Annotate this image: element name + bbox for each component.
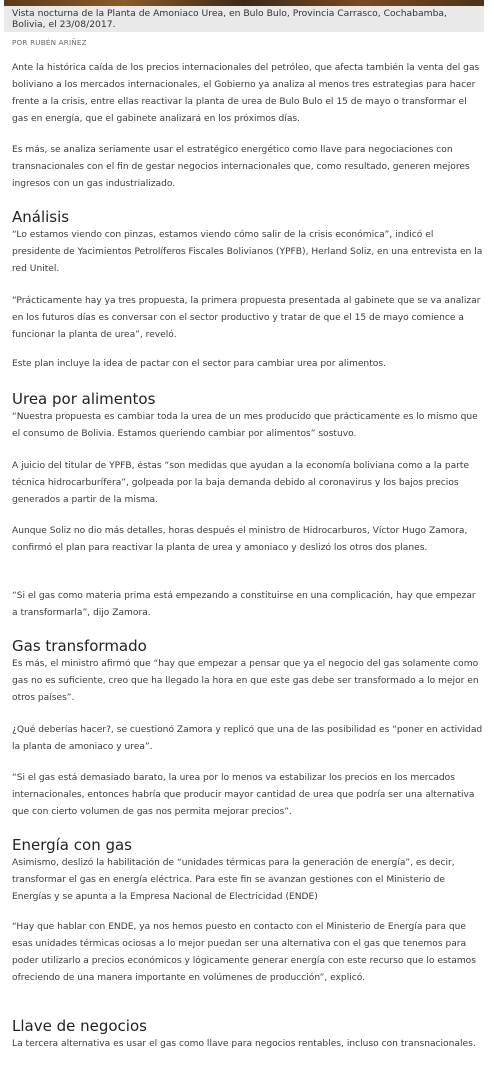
paragraph-gas-1: Es más, el ministro afirmó que “hay que empezar a pensar que ya el negocio del gas solamente como gas no es suficiente, creo que ha llegado la hora en que este gas debe ser transformado a lo mejor en otros países”.: [12, 659, 479, 703]
heading-analisis: Análisis: [12, 208, 70, 226]
paragraph-energia-2: “Hay que hablar con ENDE, ya nos hemos puesto en contacto con el Ministerio de Energía para que esas unidades térmicas ociosas a lo mejor puedan ser una alternativa con el gas que tenemos para poder utilizarlo a precios económicos y lógicamente generar energía con este recurso que lo estamos ofreciendo de una manera importante en volúmenes de producción”, explicó.: [12, 922, 476, 983]
heading-energia-con-gas: Energía con gas: [12, 836, 132, 854]
paragraph-urea-4: “Si el gas como materia prima está empezando a constituirse en una complicación, hay que empezar a transformarla”, dijo Zamora.: [12, 591, 476, 618]
heading-urea-por-alimentos: Urea por alimentos: [12, 390, 156, 408]
paragraph-urea-1: “Nuestra propuesta es cambiar toda la urea de un mes producido que prácticamente es lo mismo que el consumo de Bolivia. Estamos queriendo cambiar por alimentos” sostuvo.: [12, 412, 478, 439]
paragraph-urea-2: A juicio del titular de YPFB, éstas “son medidas que ayudan a la economía boliviana como a la parte técnica hidrocarburífera”, golpeada por la baja demanda debido al coronavirus y los bajos precios generados a partir de la misma.: [12, 461, 470, 505]
paragraph-gas-2: ¿Qué deberías hacer?, se cuestionó Zamora y replicó que una de las posibilidad es “poner en actividad la planta de amoniaco y urea”.: [12, 725, 483, 752]
paragraph-analisis-2: “Prácticamente hay ya tres propuesta, la primera propuesta presentada al gabinete que se va analizar en los futuros días es conversar con el sector productivo y tratar de que el 15 de mayo comience a funcionar la planta de urea”, reveló.: [12, 296, 481, 340]
paragraph-analisis-3: Este plan incluye la idea de pactar con el sector para cambiar urea por alimentos.: [12, 359, 386, 369]
heading-llave-de-negocios: Llave de negocios: [12, 1017, 147, 1035]
paragraph-llave-1: La tercera alternativa es usar el gas como llave para negocios rentables, incluso con transnacionales.: [12, 1039, 476, 1049]
photo-caption: Vista nocturna de la Planta de Amoniaco Urea, en Bulo Bulo, Provincia Carrasco, Cochabamba, Bolivia, el 23/08/2017.: [12, 8, 447, 30]
paragraph-gas-3: “Si el gas está demasiado barato, la urea por lo menos va estabilizar los precios en los mercados internacionales, entonces habría que producir mayor cantidad de urea que podría ser una alternativa que con cierto volumen de gas nos permita mejorar precios”.: [12, 773, 475, 817]
heading-gas-transformado: Gas transformado: [12, 637, 147, 655]
author-byline: POR RUBÉN ARIÑEZ: [12, 38, 87, 47]
paragraph-analisis-1: “Lo estamos viendo con pinzas, estamos viendo cómo salir de la crisis económica”, indicó el presidente de Yacimientos Petrolíferos Fiscales Bolivianos (YPFB), Herland Soliz, en una entrevista en la red Unitel.: [12, 230, 483, 274]
paragraph-intro-2: Es más, se analiza seriamente usar el estratégico energético como llave para negociaciones con transnacionales con el fin de gestar negocios internacionales que, como resultado, generen mejores ingresos con un gas industrializado.: [12, 145, 470, 189]
paragraph-urea-3: Aunque Soliz no dio más detalles, horas después el ministro de Hidrocarburos, Víctor Hugo Zamora, confirmó el plan para reactivar la planta de urea y amoniaco y deslizó los otros dos planes.: [12, 526, 468, 553]
paragraph-energia-1: Asimismo, deslizó la habilitación de “unidades térmicas para la generación de energía”, es decir, transformar el gas en energía eléctrica. Para este fin se avanzan gestiones con el Ministerio de Energías y se apunta a la Empresa Nacional de Electricidad (ENDE): [12, 858, 455, 902]
paragraph-intro-1: Ante la histórica caída de los precios internacionales del petróleo, que afecta también la venta del gas boliviano a los mercados internacionales, el Gobierno ya analiza al menos tres estrategias para hacer frente a la crisis, entre ellas reactivar la planta de urea de Bulo Bulo el 15 de mayo o transformar el gas en energía, que el gabinete analizará en los próximos días.: [12, 63, 480, 124]
